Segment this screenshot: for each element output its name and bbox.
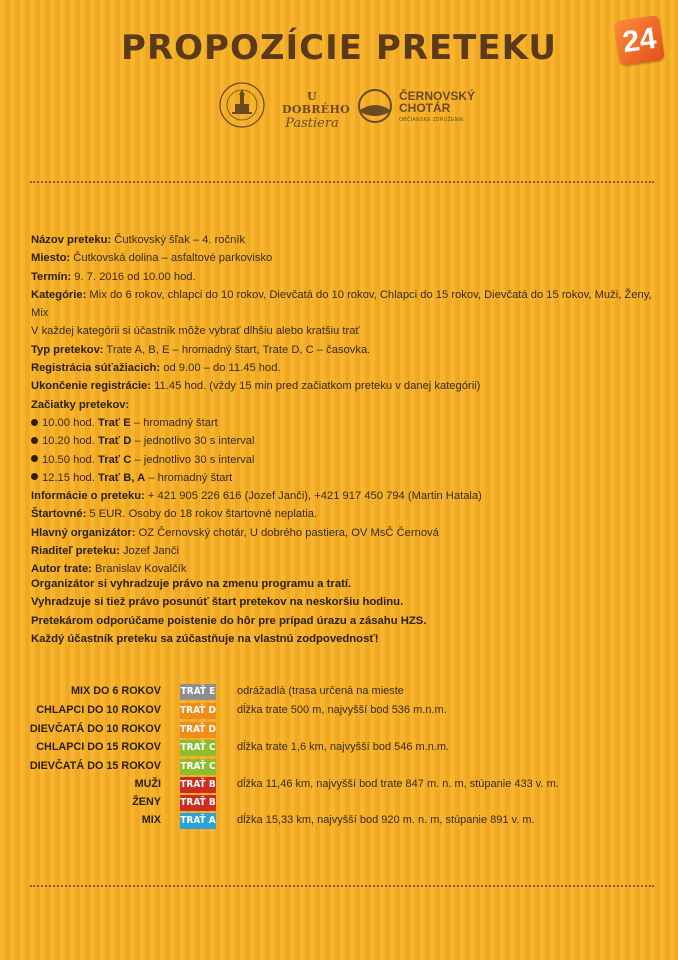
- start-item: 10.50 hod. Trať C – jednotlivo 30 s interval: [31, 451, 661, 469]
- bullet-icon: [31, 455, 38, 462]
- notice-line: Každý účastník preteku sa zúčastňuje na vlastnú zodpovednosť!: [31, 632, 379, 645]
- info-registration-end: Ukončenie registrácie: 11.45 hod. (vždy 15 min pred začiatkom preteku v danej kategórii): [31, 380, 481, 393]
- info-place: Miesto: Čutkovská dolina – asfaltové parkovisko: [31, 252, 273, 265]
- track-badge: TRAŤ D: [180, 703, 216, 719]
- hill-circle-logo-icon: [357, 88, 393, 124]
- track-row: [0, 684, 678, 700]
- info-organizer: Hlavný organizátor: OZ Černovský chotár, U dobrého pastiera, OV MsČ Černová: [31, 526, 439, 539]
- track-category: CHLAPCI DO 15 ROKOV: [36, 741, 161, 753]
- page-title: PROPOZÍCIE PRETEKU: [121, 28, 557, 68]
- bullet-icon: [31, 419, 38, 426]
- bullet-icon: [31, 437, 38, 444]
- track-badge: TRAŤ A: [180, 813, 216, 829]
- track-row: [0, 759, 678, 775]
- track-row: [0, 740, 678, 756]
- info-type: Typ pretekov: Trate A, B, E – hromadný štart, Trate D, C – časovka.: [31, 343, 371, 356]
- info-categories: Kategórie: Mix do 6 rokov, chlapci do 10 rokov, Dievčatá do 10 rokov, Chlapci do 15 rokov, Dievčatá do 15 rokov, Muži, Ženy, Mix: [31, 288, 652, 320]
- round-seal-logo-icon: [218, 80, 266, 130]
- info-date: Termín: 9. 7. 2016 od 10.00 hod.: [31, 270, 196, 283]
- notice-line: Pretekárom odporúčame poistenie do hôr pre prípad úrazu a zásahu HZS.: [31, 614, 427, 627]
- track-category: DIEVČATÁ DO 10 ROKOV: [29, 723, 161, 735]
- track-badge: TRAŤ B: [180, 777, 216, 793]
- start-item: 10.00 hod. Trať E – hromadný štart: [31, 414, 661, 432]
- track-description: dĺžka trate 1,6 km, najvyšší bod 546 m.n.m.: [237, 741, 450, 753]
- bullet-icon: [31, 473, 38, 480]
- track-category: MUŽI: [134, 778, 161, 790]
- sponsor-middle-top: U DOBRÉHO: [282, 90, 351, 116]
- track-badge: TRAŤ E: [180, 684, 216, 700]
- info-director: Riaditeľ preteku: Jozef Janči: [31, 545, 179, 558]
- track-row: [0, 795, 678, 811]
- track-row: [0, 813, 678, 829]
- track-description: odrážadlá (trasa určená na mieste: [237, 685, 404, 697]
- u-dobreho-pastiera-logo: [282, 90, 351, 131]
- notice-line: Organizátor si vyhradzuje právo na zmenu programu a tratí.: [31, 578, 352, 590]
- track-badge: TRAŤ C: [180, 740, 216, 756]
- info-categories-note: V každej kategórii si účastník môže vybrať dlhšiu alebo kratšiu trať: [31, 325, 360, 338]
- track-row: [0, 777, 678, 793]
- track-category: ŽENY: [132, 796, 161, 808]
- track-description: dĺžka 11,46 km, najvyšší bod trate 847 m. n. m, stúpanie 433 v. m.: [237, 778, 559, 790]
- track-description: dĺžka trate 500 m, najvyšší bod 536 m.n.m.: [237, 704, 447, 716]
- info-contact: Informácie o preteku: + 421 905 226 616 (Jozef Janči), +421 917 450 794 (Martin Hatala): [31, 490, 482, 503]
- track-category: CHLAPCI DO 10 ROKOV: [36, 704, 161, 716]
- sponsor-middle-bottom: Pastiera: [285, 116, 339, 131]
- divider-top: [30, 181, 654, 183]
- cernovsky-chotar-logo: [357, 88, 477, 128]
- track-row: [0, 703, 678, 719]
- track-description: dĺžka 15,33 km, najvyšší bod 920 m. n. m, stúpanie 891 v. m.: [237, 814, 535, 826]
- track-category: MIX DO 6 ROKOV: [71, 685, 161, 697]
- info-fee: Štartovné: 5 EUR. Osoby do 18 rokov štartovné neplatia.: [31, 508, 318, 521]
- info-name: Názov preteku: Čutkovský šľak – 4. ročník: [31, 234, 246, 246]
- cernovsky-chotar-text: [399, 90, 475, 126]
- sponsor-right-line1: ČERNOVSKÝ: [399, 89, 476, 103]
- race-info: [31, 231, 661, 579]
- track-badge: TRAŤ D: [180, 722, 216, 738]
- track-row: [0, 722, 678, 738]
- start-item: 10.20 hod. Trať D – jednotlivo 30 s interval: [31, 432, 661, 450]
- info-registration: Registrácia súťažiacich: od 9.00 – do 11.45 hod.: [31, 362, 281, 375]
- track-badge: TRAŤ B: [180, 795, 216, 811]
- track-badge: TRAŤ C: [180, 759, 216, 775]
- info-author: Autor trate: Branislav Kovalčík: [31, 563, 187, 576]
- sponsor-right-line2: CHOTÁR: [399, 101, 451, 115]
- sponsor-right-sub: OBČIANSKE ZDRUŽENIE: [399, 117, 464, 123]
- sponsor-logos: [0, 80, 678, 136]
- notice-line: Vyhradzuje si tiež právo posunúť štart pretekov na neskoršiu hodinu.: [31, 596, 404, 609]
- info-starts-label: Začiatky pretekov:: [31, 398, 130, 411]
- site-24-logo-icon[interactable]: 24: [614, 15, 665, 66]
- start-item: 12.15 hod. Trať B, A – hromadný štart: [31, 469, 661, 487]
- organizer-notice: [31, 575, 651, 648]
- track-category: DIEVČATÁ DO 15 ROKOV: [29, 760, 161, 772]
- divider-bottom: [30, 885, 654, 887]
- track-category: MIX: [141, 814, 161, 826]
